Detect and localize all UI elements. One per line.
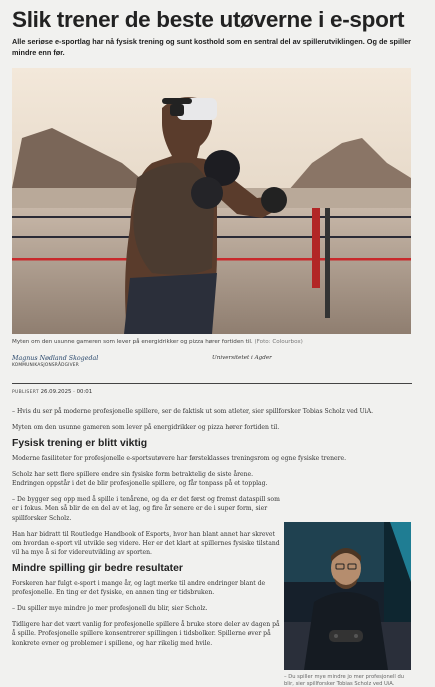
paragraph: Han har bidratt til Routledge Handbook of Esports, hvor han blant annet har skrevet om hvordan e-sport vil utvikle seg videre. Her er det klart at spillernes fysiske tilstand vil ha mye å si for videreutvikling av sporten. — [12, 530, 280, 557]
paragraph: Scholz har sett flere spillere endre sin fysiske form betraktelig de siste årene. Endringen oppstår i det de blir profesjonelle spillere, og får tonpass på et topplag. — [12, 470, 268, 488]
divider — [12, 383, 412, 384]
paragraph: Tidligere har det vært vanlig for profesjonelle spillere å bruke store deler av dagen på å spille. Profesjonelle spillere konsentrerer spillingen i tidsbolker. Spillerne øver på konkrete evner og problemer i spillene, og har rikelig med hvile. — [12, 621, 280, 647]
paragraph: – De bygger seg opp med å spille i tenårene, og da er det først og fremst dataspill som er i fokus. Men så blir de en del av et lag, og fire år senere er de i super form, sier spillforsker Scholz. — [12, 496, 280, 522]
author — [12, 355, 98, 368]
paragraph: – Du spiller mye mindre jo mer profesjonell du blir, sier Scholz. — [12, 605, 208, 613]
article-lead: Alle seriøse e-sportlag har nå fysisk trening og sunt kosthold som en sentral del av spillerutviklingen. Og de spiller mindre enn før. — [12, 37, 411, 57]
paragraph: Myten om den usunne gameren som lever på energidrikker og pizza hører fortiden til. — [12, 424, 280, 432]
published-info — [12, 389, 412, 395]
author-name[interactable]: Magnus Nødland Skogedal — [12, 355, 99, 362]
paragraph: – Hvis du ser på moderne profesjonelle spillere, ser de faktisk ut som atleter, sier spillforsker Tobias Scholz ved UiA. — [12, 408, 374, 415]
section-heading: Fysisk trening er blitt viktig — [12, 438, 148, 450]
byline — [12, 355, 412, 381]
author-role: KOMMUNIKASJONSRÅDGIVER — [12, 363, 79, 368]
boxer-vr-illustration — [12, 68, 411, 334]
photo-credit: (Foto: Colourbox) — [254, 339, 303, 345]
researcher-photo — [284, 522, 411, 670]
hero-caption — [12, 339, 412, 345]
article-title: Slik trener de beste utøverne i e-sport — [12, 7, 405, 32]
section-heading: Mindre spilling gir bedre resultater — [12, 563, 183, 575]
published-date: 26.09.2025 · 00:01 — [40, 389, 93, 395]
researcher-illustration — [284, 522, 411, 670]
paragraph: Forskeren har fulgt e-sport i mange år, og lagt merke til andre endringer blant de profesjonelle. En ting er det fysiske, en annen ting er tidsbruken. — [12, 579, 266, 596]
paragraph: Moderne fasiliteter for profesjonelle e-sportsutøvere har førsteklasses treningsrom og egne fysiske trenere. — [12, 454, 347, 462]
organization[interactable]: Universitetet i Agder — [212, 355, 272, 361]
side-caption: – Du spiller mye mindre jo mer profesjonell du blir, sier spillforsker Tobias Scholz ved UiA. — [284, 674, 405, 687]
hero-image — [12, 68, 411, 334]
hero-caption-text: Myten om den usunne gameren som lever på energidrikker og pizza hører fortiden til. — [12, 339, 253, 345]
side-figure — [284, 522, 411, 687]
published-label: PUBLISERT — [12, 390, 39, 395]
